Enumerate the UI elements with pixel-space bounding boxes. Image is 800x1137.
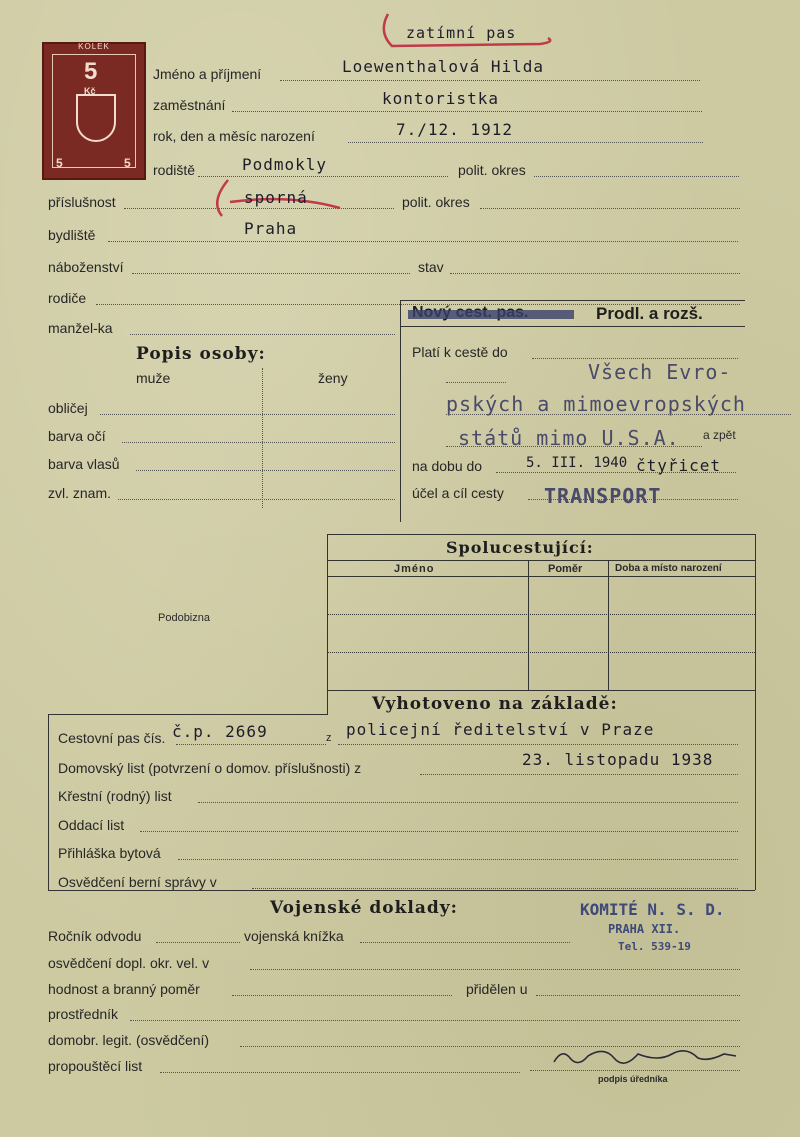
description-row-hair: barva vlasů (48, 456, 120, 472)
district2-label: polit. okres (402, 194, 470, 210)
passport-from-value: policejní ředitelství v Praze (346, 720, 655, 739)
tax-label: Osvědčení berní správy v (58, 874, 217, 890)
military-book-label: vojenská knížka (244, 928, 344, 944)
year-label: Ročník odvodu (48, 928, 142, 944)
photo-label: Podobizna (158, 612, 210, 624)
housing-label: Přihláška bytová (58, 845, 161, 861)
citizenship-label: příslušnost (48, 194, 116, 210)
name-value: Loewenthalová Hilda (342, 57, 545, 76)
residence-value: Praha (244, 219, 298, 238)
lion-emblem-icon (76, 94, 116, 142)
companions-col-name: Jméno (394, 563, 435, 575)
domicile-value: 23. listopadu 1938 (522, 750, 714, 769)
description-title: Popis osoby: (136, 344, 266, 364)
passport-value: č.p. 2669 (172, 722, 268, 741)
legion-label: domobr. legit. (osvědčení) (48, 1032, 210, 1048)
discharge-label: propouštěcí list (48, 1058, 143, 1074)
period-date: 5. III. 1940 (526, 455, 628, 471)
rank-label: hodnost a branný poměr (48, 981, 200, 997)
stamp-currency: Kč (84, 86, 96, 96)
marriage-label: Oddací list (58, 817, 125, 833)
destination-line-3: států mimo U.S.A. (458, 426, 680, 450)
assigned-label: přidělen u (466, 981, 528, 997)
name-label: Jméno a příjmení (153, 66, 262, 82)
district-label: polit. okres (458, 162, 526, 178)
committee-stamp-line1: KOMITÉ N. S. D. (580, 900, 725, 919)
birthplace-value: Podmokly (242, 155, 328, 174)
passport-from-label: z (326, 732, 332, 744)
extension-heading: Prodl. a rozš. (596, 304, 703, 323)
residence-label: bydliště (48, 227, 96, 243)
status-label: stav (418, 259, 444, 275)
description-row-eyes: barva očí (48, 428, 106, 444)
col-men: muže (136, 370, 171, 386)
stamp-value: 5 (84, 58, 98, 85)
birth-value: 7./12. 1912 (396, 120, 513, 139)
spouse-label: manžel-ka (48, 320, 113, 336)
issued-title: Vyhotoveno na základě: (372, 694, 618, 714)
religion-label: náboženství (48, 259, 124, 275)
purpose-value: TRANSPORT (544, 484, 662, 508)
committee-stamp-line2: PRAHA XII. (608, 922, 681, 936)
committee-stamp-line3: Tel. 539-19 (618, 940, 691, 953)
provisional-passport-note: zatímní pas (406, 24, 517, 42)
revenue-stamp: KOLEK 5 Kč 5 5 (42, 42, 146, 180)
destination-line-1: Všech Evro- (588, 360, 732, 384)
destination-line-2: pských a mimoevropských (446, 392, 746, 416)
passport-label: Cestovní pas čís. (58, 730, 166, 746)
col-women: ženy (318, 370, 348, 386)
official-signature (548, 1040, 748, 1074)
birthplace-label: rodiště (153, 162, 196, 178)
period-value: čtyřicet (636, 456, 722, 475)
period-label: na dobu do (412, 458, 483, 474)
valid-to-label: Platí k cestě do (412, 344, 508, 360)
stamp-top-text: KOLEK (78, 42, 110, 51)
new-passport-heading-struck (412, 304, 529, 322)
birth-label: rok, den a měsíc narození (153, 128, 315, 144)
domicile-label: Domovský list (potvrzení o domov. příslušnosti) z (58, 760, 362, 776)
supplementary-cert-label: osvědčení dopl. okr. vel. v (48, 955, 210, 971)
military-title: Vojenské doklady: (270, 898, 458, 918)
parents-label: rodiče (48, 290, 87, 306)
and-back-label: a zpět (703, 428, 736, 442)
signature-label: podpis úředníka (598, 1074, 668, 1084)
companions-title: Spolucestující: (446, 538, 594, 557)
purpose-label: účel a cíl cesty (412, 485, 504, 501)
description-row-marks: zvl. znam. (48, 485, 112, 501)
occupation-label: zaměstnání (153, 97, 226, 113)
occupation-value: kontoristka (382, 89, 499, 108)
mediator-label: prostředník (48, 1006, 119, 1022)
baptism-label: Křestní (rodný) list (58, 788, 172, 804)
companions-col-birth: Doba a místo narození (615, 563, 722, 574)
citizenship-value: sporná (244, 188, 308, 207)
description-row-face: obličej (48, 400, 88, 416)
companions-col-relation: Poměr (548, 563, 583, 575)
